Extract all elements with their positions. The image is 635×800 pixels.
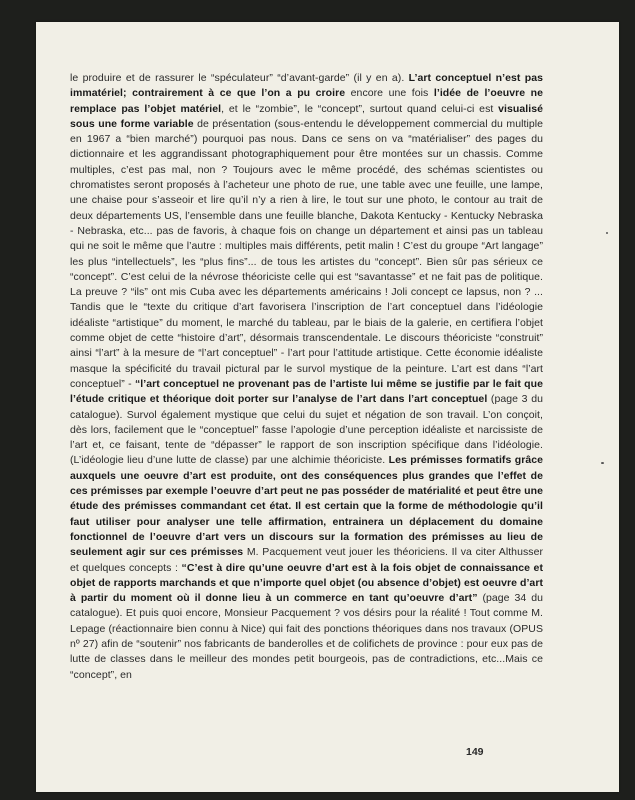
paper-speck — [606, 232, 608, 234]
page-number: 149 — [466, 746, 484, 758]
bold-text-segment: visualisé sous une forme variable — [70, 102, 543, 130]
text-segment: M. Pacquement veut jouer les théoriciens. Il va citer Althusser et quelques concepts : — [70, 546, 543, 574]
paragraph — [70, 71, 543, 683]
bold-text-segment: L’art conceptuel n’est pas immatériel; contrairement à ce que l’on a pu croire — [70, 72, 543, 100]
text-segment: , et le “zombie”, le “concept”, surtout quand celui-ci est — [221, 102, 499, 115]
document-page — [36, 22, 619, 792]
text-segment: encore une fois — [345, 87, 434, 100]
text-segment: (page 3 du catalogue). Survol également mystique que celui du sujet et négation de son travail. L’on conçoit, dès lors, facilement que le “conceptuel” fasse l’apologie d’une perception idéaliste et narcissiste de l’art et, ce faisant, tente de “dépasser” le rapport de son inscription spécifique dans l’idéologie. (L’idéologie lieu d’une lutte de classe) par une alchimie théoriciste. — [70, 393, 543, 467]
bold-text-segment: Les prémisses formatifs grâce auxquels une oeuvre d’art est produite, ont des conséquences plus grandes que l’effet de ces prémisses par exemple l’oeuvre d’art peut ne pas posséder de matérialité et peut être une étude des prémisses commandant cet état. Il est certain que la forme de méthodologie qu’il faut utiliser pour analyser une telle affirmation, entrainera un déplacement du domaine fonctionnel de l’oeuvre d’art vers un discours sur la formation des prémisses au lieu de seulement agir sur ces prémisses — [70, 454, 544, 559]
body-text — [70, 71, 543, 683]
text-segment: le produire et de rassurer le “spéculateur” “d’avant-garde” (il y en a). — [70, 72, 409, 84]
bold-text-segment: l’idée de l’oeuvre ne remplace pas l’objet matériel — [70, 87, 544, 115]
bold-text-segment: “l’art conceptuel ne provenant pas de l’artiste lui même se justifie par le fait que l’étude critique et théorique doit porter sur l’analyse de l’art dans l’art conceptuel — [70, 377, 544, 406]
text-segment: (page 34 du catalogue). Et puis quoi encore, Monsieur Pacquement ? vos désirs pour la réalité ! Tout comme M. Lepage (réactionnaire bien connu à Nice) qui fait des ponctions théoriques dans nos travaux (OPUS nº 27) afin de “soutenir” nos fabricants de banderolles et de colifichets de province : pour eux pas de lutte de classes dans le meilleur des mondes petit bourgeois, pas de contradictions, etc...Mais ce “concept”, en — [70, 592, 543, 681]
text-segment: de présentation (sous-entendu le développement commercial du multiple en 1967 a “bien marché”) pourquoi pas nous. Dans ce sens on va “matérialiser” des pages du dictionnaire et les aggrandissant photographiquement pour être montées sur un chassis. Comme multiples, c’est pas mal, non ? Toujours avec le même procédé, des schémas scientistes ou chromatistes seront proposés à l’acheteur une photo de rue, une table avec une feuille, une lampe, une chaise pour s’asseoir et lire qu’il n’y a rien à lire, le tout sur une photo, le contour au trait de deux départements US, l’ensemble dans une feuille blanche, Dakota Kentucky - Kentucky Nebraska - Nebraska, etc... pas de favoris, à chaque fois on change un département et ainsi pas un tableau qui ne soit le même que l’autre : multiples mais différents, petit malin ! C’est du groupe “Art langage” les plus “intellectuels”, les “plus fins”... de tous les artistes du “concept”. Bien sûr pas sérieux ce “concept”. C’est celui de la névrose théoriciste celle qui est “savantasse” et ne fait pas de politique. La preuve ? “ils” ont mis Cuba avec les départements américains ! Joli concept ce lapsus, non ? ... Tandis que le “texte du critique d’art favorisera l’inscription de l’art conceptuel dans l’idéologie idéaliste “artistique” du moment, le marché du tableau, par le biais de la galerie, en certifiera l’objet comme objet de cette “histoire d’art”, désormais transcendentale. Le discours théoriciste “construit” ainsi “l’art” à la mesure de “l’art conceptuel” - l’art pour l’attitude artistique. Cette économie idéaliste masque la spécificité du travail pictural par le survol mystique de la peinture. L’art est dans “l’art conceptuel” - — [70, 117, 543, 390]
paper-speck — [601, 462, 604, 464]
bold-text-segment: “C’est à dire qu’une oeuvre d’art est à la fois objet de connaissance et objet de rapports marchands et que n’importe quel objet (ou absence d’objet) est oeuvre d’art à partir du moment où il donne lieu à un commerce en tant qu’oeuvre d’art” — [70, 561, 543, 605]
